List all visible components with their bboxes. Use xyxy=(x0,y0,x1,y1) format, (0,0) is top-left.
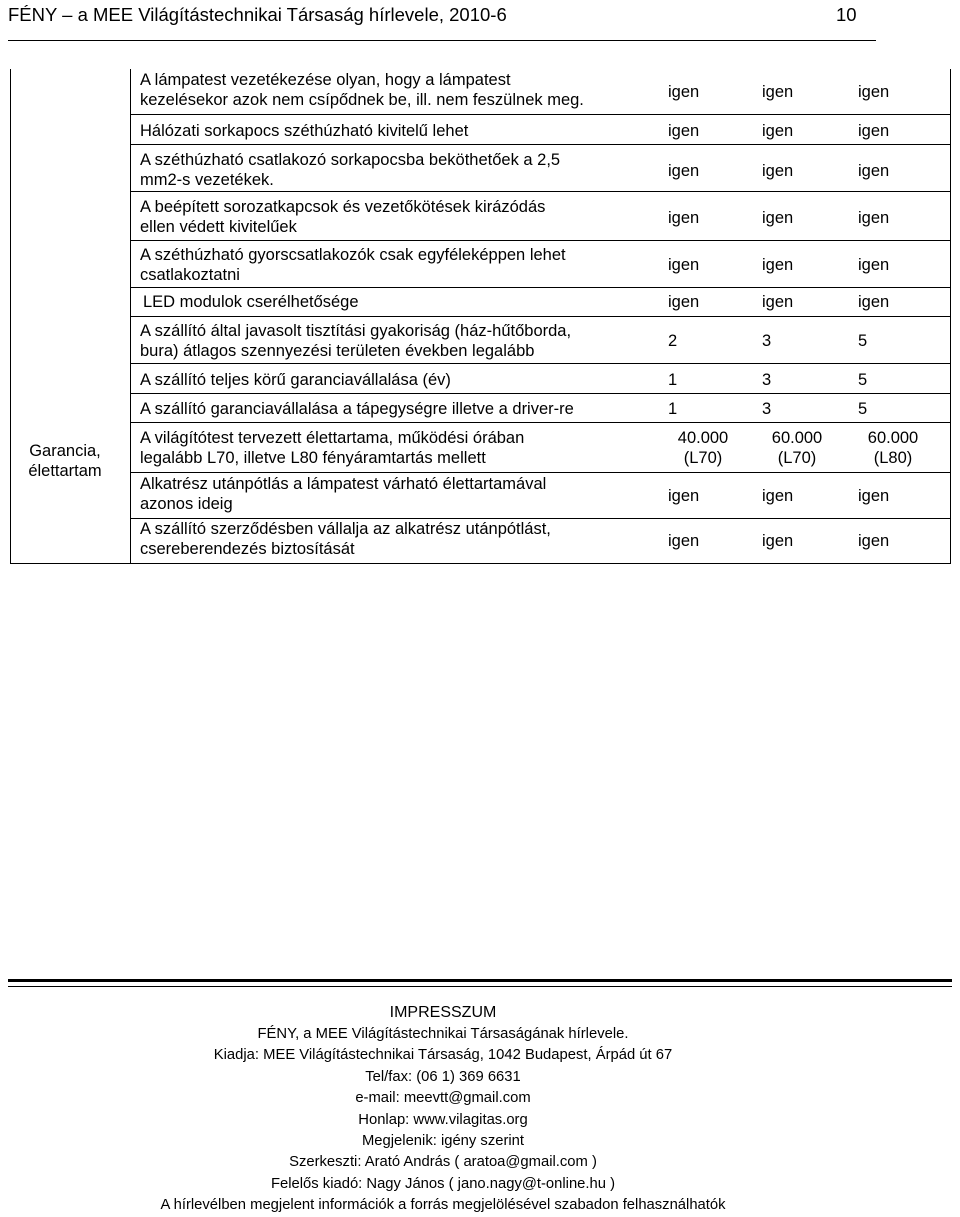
row-text: LED modulok cserélhetősége xyxy=(143,293,359,311)
row-text: kezelésekor azok nem csípődnek be, ill. nem feszülnek meg. xyxy=(140,91,584,109)
impressum-line: Tel/fax: (06 1) 369 6631 xyxy=(365,1068,521,1085)
impressum-title: IMPRESSZUM xyxy=(389,1004,497,1021)
value-cell: igen xyxy=(668,293,700,311)
table-row-desc xyxy=(140,370,451,390)
value-cell: igen xyxy=(858,122,890,140)
value-cell: igen xyxy=(668,162,700,180)
impressum xyxy=(0,1002,886,1217)
value-cell: igen xyxy=(668,256,700,274)
impressum-email[interactable]: e-mail: meevtt@gmail.com xyxy=(355,1090,531,1107)
value-cell xyxy=(762,428,832,468)
table-row-desc xyxy=(140,150,560,190)
row-text: A szállító teljes körű garanciavállalása (év) xyxy=(140,371,451,389)
value-cell: igen xyxy=(762,209,794,227)
value-cell: igen xyxy=(858,532,890,550)
footer-rule-thick xyxy=(8,979,952,982)
row-text: A szállító által javasolt tisztítási gyakoriság (ház-hűtőborda, xyxy=(140,322,572,340)
value-line: (L70) xyxy=(777,449,817,467)
row-text: A beépített sorozatkapcsok és vezetőkötések kirázódás xyxy=(140,198,546,216)
table-row-desc xyxy=(140,399,574,419)
value-line: 40.000 xyxy=(677,429,729,447)
value-cell xyxy=(858,428,928,468)
value-cell: 3 xyxy=(762,332,772,350)
value-cell: 5 xyxy=(858,371,868,389)
row-text: Alkatrész utánpótlás a lámpatest várható élettartamával xyxy=(140,475,547,493)
row-text: ellen védett kivitelűek xyxy=(140,218,297,236)
row-text: csereberendezés biztosítását xyxy=(140,540,355,558)
value-cell: igen xyxy=(858,162,890,180)
row-text: A szállító szerződésben vállalja az alkatrész utánpótlást, xyxy=(140,520,551,538)
value-line: (L70) xyxy=(683,449,723,467)
table-row-desc xyxy=(140,121,468,141)
table-row-desc xyxy=(140,519,551,559)
row-text: mm2-s vezetékek. xyxy=(140,171,274,189)
row-text: azonos ideig xyxy=(140,495,233,513)
impressum-website[interactable]: Honlap: www.vilagitas.org xyxy=(358,1111,528,1128)
value-cell: igen xyxy=(762,83,794,101)
category-label-line1: Garancia, xyxy=(29,442,101,460)
table-row-desc xyxy=(140,321,571,361)
value-cell: igen xyxy=(668,209,700,227)
row-text: A lámpatest vezetékezése olyan, hogy a lámpatest xyxy=(140,71,511,89)
row-text: legalább L70, illetve L80 fényáramtartás mellett xyxy=(140,449,486,467)
value-cell: igen xyxy=(858,209,890,227)
table-row-desc xyxy=(140,474,546,514)
value-line: (L80) xyxy=(873,449,913,467)
row-text: A világítótest tervezett élettartama, működési órában xyxy=(140,429,525,447)
impressum-line: A hírlevélben megjelent információk a forrás megjelölésével szabadon felhasználhatók xyxy=(160,1197,726,1214)
row-text: A széthúzható csatlakozó sorkapocsba beköthetőek a 2,5 xyxy=(140,151,561,169)
value-cell: 5 xyxy=(858,400,868,418)
table-row-desc xyxy=(143,292,359,312)
table-row-desc xyxy=(140,245,566,285)
impressum-line: Szerkeszti: Arató András ( aratoa@gmail.com ) xyxy=(289,1154,597,1171)
value-cell: igen xyxy=(762,162,794,180)
row-text: Hálózati sorkapocs széthúzható kivitelű lehet xyxy=(140,122,469,140)
value-cell: igen xyxy=(762,122,794,140)
value-cell: igen xyxy=(668,83,700,101)
value-cell: 3 xyxy=(762,400,772,418)
value-cell: 1 xyxy=(668,371,678,389)
value-cell: igen xyxy=(762,256,794,274)
value-cell: igen xyxy=(858,293,890,311)
value-cell: igen xyxy=(762,487,794,505)
table-row-desc xyxy=(140,70,584,110)
value-cell: igen xyxy=(762,532,794,550)
row-text: A szállító garanciavállalása a tápegységre illetve a driver-re xyxy=(140,400,574,418)
value-cell: igen xyxy=(858,83,890,101)
impressum-line: Kiadja: MEE Világítástechnikai Társaság, 1042 Budapest, Árpád út 67 xyxy=(213,1047,673,1064)
newsletter-title: FÉNY – a MEE Világítástechnikai Társaság hírlevele, 2010-6 xyxy=(8,4,507,25)
impressum-line: Megjelenik: igény szerint xyxy=(361,1133,525,1150)
footer-rule-thin xyxy=(8,986,952,987)
value-cell: 2 xyxy=(668,332,678,350)
value-line: 60.000 xyxy=(867,429,919,447)
value-cell: 1 xyxy=(668,400,678,418)
value-cell: igen xyxy=(668,487,700,505)
value-cell xyxy=(668,428,738,468)
value-cell: igen xyxy=(858,487,890,505)
value-cell: igen xyxy=(858,256,890,274)
value-cell: 5 xyxy=(858,332,868,350)
impressum-line: FÉNY, a MEE Világítástechnikai Társaságának hírlevele. xyxy=(257,1026,629,1042)
value-cell: igen xyxy=(762,293,794,311)
category-label xyxy=(10,441,120,481)
page-number: 10 xyxy=(836,4,857,25)
value-cell: igen xyxy=(668,532,700,550)
table-row-desc xyxy=(140,428,524,468)
value-cell: igen xyxy=(668,122,700,140)
row-text: csatlakoztatni xyxy=(140,266,240,284)
impressum-line: Felelős kiadó: Nagy János ( jano.nagy@t-online.hu ) xyxy=(270,1175,616,1192)
value-line: 60.000 xyxy=(771,429,823,447)
value-cell: 3 xyxy=(762,371,772,389)
table-row-desc xyxy=(140,197,545,237)
row-text: A széthúzható gyorscsatlakozók csak egyféleképpen lehet xyxy=(140,246,566,264)
category-label-line2: élettartam xyxy=(28,462,102,480)
row-text: bura) átlagos szennyezési területen években legalább xyxy=(140,342,535,360)
